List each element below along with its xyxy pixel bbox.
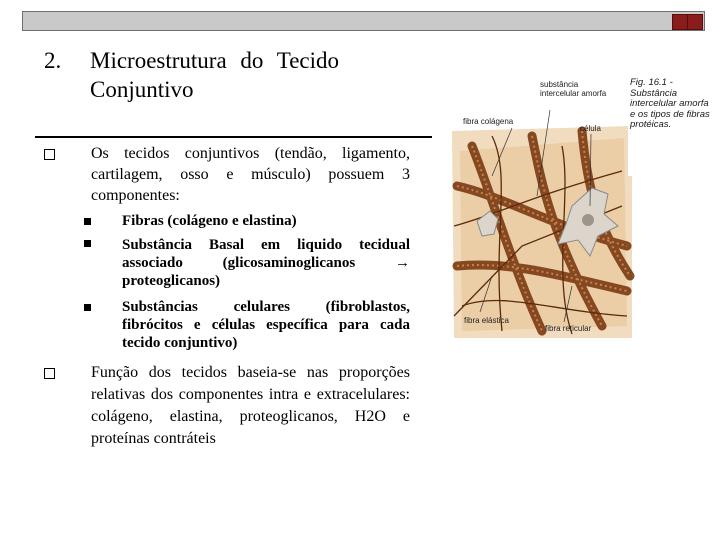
paragraph-components-intro: Os tecidos conjuntivos (tendão, ligamento, cartilagem, osso e músculo) possuem 3 componentes: <box>91 145 410 204</box>
title-line-2: Conjuntivo <box>90 77 194 102</box>
title-number: 2. <box>44 48 62 73</box>
decor-square-1 <box>672 14 688 30</box>
label-fibra-elastica: fibra elástica <box>464 316 509 325</box>
component-substancia-basal: Substância Basal em liquido tecidual associado (glicosaminoglicanos → proteoglicanos) <box>122 237 410 289</box>
label-fibra-reticular: fibra reticular <box>545 324 592 333</box>
label-substancia: substância intercelular amorfa <box>540 80 607 98</box>
bullet-small-square-icon <box>84 218 91 225</box>
decor-square-2 <box>687 14 703 30</box>
figure-caption: Fig. 16.1 - Substância intercelular amorfa e os tipos de fibras protéicas. <box>630 77 710 130</box>
bullet-square-icon <box>44 149 55 160</box>
bullet-square-icon <box>44 368 55 379</box>
component-fibras: Fibras (colágeno e elastina) <box>122 213 297 229</box>
bullet-small-square-icon <box>84 240 91 247</box>
slide-top-bar <box>22 11 705 31</box>
title-line-1: Microestrutura do Tecido <box>90 48 340 73</box>
paragraph-function: Função dos tecidos baseia-se nas proporções relativas dos componentes intra e extracelulares: colágeno, elastina, proteoglicanos, H2O e proteínas contráteis <box>91 364 410 447</box>
label-fibra-colagena: fibra colágena <box>463 117 514 126</box>
component-substancias-celulares: Substâncias celulares (fibroblastos, fibrócitos e células específica para cada tecido conjuntivo) <box>122 299 410 351</box>
label-celula: célula <box>580 124 601 133</box>
title-divider <box>35 136 435 138</box>
bullet-small-square-icon <box>84 304 91 311</box>
